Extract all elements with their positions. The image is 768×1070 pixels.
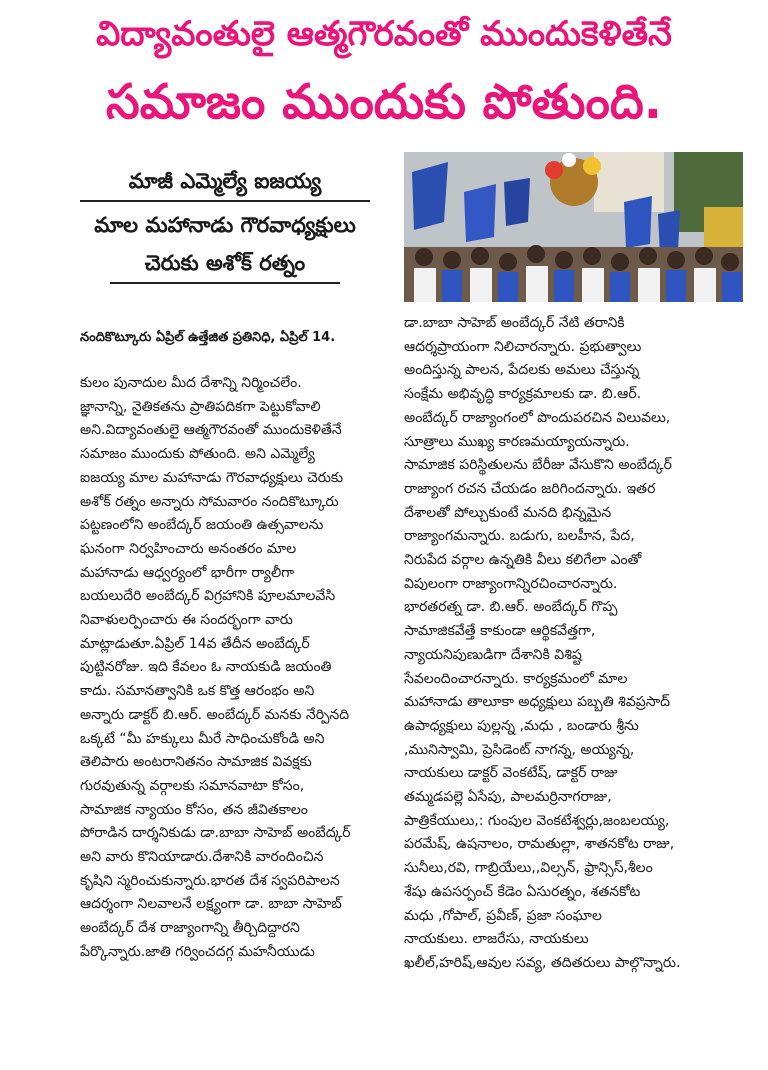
article-line: సామాజిక న్యాయం కోసం, తన జీవితకాలం — [80, 801, 308, 818]
article-line: తమ్మడపల్లె ఏసేపు, పాలమర్రినాగరాజు, — [404, 789, 612, 806]
byline-rule — [80, 200, 370, 202]
dateline: నందికొట్కూరు ఏప్రిల్ ఉత్తేజిత ప్రతినిధి, ఏప్రిల్ 14. — [80, 330, 336, 345]
byline-line: మాల మహానాడు గౌరవాధ్యక్షులు — [94, 213, 356, 237]
article-line: మహానాడు తాలూకా అధ్యక్షులు పబ్బతి శివప్రసాద్ — [404, 694, 671, 711]
article-line: శేషు ఉపసర్పంచ్ కేడెం ఏసురత్నం, శతనకోట — [404, 883, 641, 900]
article-line: సమాజం ముందుకు పోతుంది. అని ఎమ్మెల్యే — [80, 446, 315, 463]
article-line: దేశాలతో పోల్చుకుంటే మనది భిన్నమైన — [404, 504, 612, 521]
headline-line-2: సమాజం ముందుకు పోతుంది. — [106, 74, 662, 130]
article-line: ఖలీల్,హరిష్,ఆవుల సవ్య, తదితరులు పాల్గొన్నారు. — [404, 954, 681, 971]
article-line: మాట్లాడుతూ.ఏప్రిల్ 14వ తేదీన అంబేద్కర్ — [80, 635, 310, 652]
article-line: పేర్కొన్నారు.జాతి గర్వించదగ్గ మహనీయుడు — [80, 943, 315, 960]
article-line: అంబేద్కర్ రాజ్యాంగంలో పొందుపరచిన విలువలు, — [404, 409, 671, 426]
article-line: కులం పునాదుల మీద దేశాన్ని నిర్మించలేం. — [80, 375, 302, 391]
article-line: అందిస్తున్న పాలన, పేదలకు అమలు చేస్తున్న — [404, 362, 640, 379]
article-left-column — [80, 372, 380, 965]
article-line: ఆదర్శంగా నిలవాలనే లక్ష్యంగా డా. బాబా సాహెబ్ — [80, 896, 342, 913]
article-line: ఉపాధ్యక్షులు పుల్లన్న ,మధు , బండారు శ్రీను — [404, 717, 639, 734]
article-line: ఒక్కటే “మీ హక్కులు మీరే సాధించుకోండి అని — [80, 730, 325, 747]
article-line: పోరాడిన దార్శనికుడు డా.బాబా సాహెబ్ అంబేద్కర్ — [80, 825, 351, 842]
article-line: విపులంగా రాజ్యాంగాన్నిరచించారన్నారు. — [404, 575, 618, 592]
article-line: అని వారు కొనియాడారు.దేశానికి వారందించిన — [80, 849, 324, 866]
article-line: సామాజిక పరిస్థితులను బేరీజు వేసుకొని అంబేద్కర్ — [404, 457, 672, 474]
article-line: పుట్టినరోజు. ఇది కేవలం ఓ నాయకుడి జయంతి — [80, 659, 332, 676]
byline-line: చెరుకు అశోక్ రత్నం — [144, 251, 306, 275]
article-right-column — [404, 312, 744, 976]
headline-line-1: విద్యావంతులై ఆత్మగౌరవంతో ముందుకెళితేనే — [96, 14, 672, 54]
article-line: మహానాడు ఆధ్వర్యంలో భారీగా ర్యాలీగా — [80, 564, 295, 581]
article-line: సేవలందించారన్నారు. కార్యక్రమంలో మాల — [404, 670, 628, 687]
article-line: సంక్షేమ అభివృద్ధి కార్యక్రమాలకు డా. బి.ఆర్. — [404, 386, 642, 403]
article-line: ఐజయ్య మాల మహానాడు గౌరవాధ్యక్షులు చెరుకు — [80, 469, 344, 486]
article-line: రాజ్యాంగమన్నారు. బడుగు, బలహీన, పేద, — [404, 528, 635, 545]
article-line: అశోక్ రత్నం అన్నారు సోమవారం నందికొట్కూరు — [80, 493, 339, 510]
article-line: సూత్రాలు ముఖ్య కారణమయ్యాయన్నారు. — [404, 433, 630, 450]
article-line: నిరుపేద వర్గాల ఉన్నతికి వీలు కలిగేలా ఎంతో — [404, 552, 642, 569]
article-line: ఘనంగా నిర్వహించారు అనంతరం మాల — [80, 540, 297, 557]
article-line: రాజ్యాంగ రచన చేయడం జరిగిందన్నారు. ఇతర — [404, 480, 656, 497]
byline-box — [80, 162, 370, 284]
article-line: బయలుదేరి అంబేద్కర్ విగ్రహానికి పూలమాలవేసి — [80, 588, 336, 605]
article-line: నివాళులర్పించారు ఈ సందర్భంగా వారు — [80, 612, 293, 629]
article-line: పాత్రికేయులు,: గుంపుల వెంకటేశ్వర్లు,జంబలయ్య, — [404, 812, 670, 829]
article-line: న్యాయనిపుణుడిగా దేశానికి విశిష్ట — [404, 646, 582, 663]
article-line: సామాజికవేత్తే కాకుండా ఆర్థికవేత్తగా, — [404, 623, 596, 640]
article-line: నాయకులు డాక్టర్ వెంకటేష్, డాక్టర్ రాజు — [404, 765, 618, 782]
article-line: కాదు. సమానత్వానికి ఒక కొత్త ఆరంభం అని — [80, 683, 315, 700]
article-line: పట్టణంలోని అంబేద్కర్ జయంతి ఉత్సవాలను — [80, 517, 324, 534]
byline-line: మాజీ ఎమ్మెల్యే ఐజయ్య — [128, 169, 322, 193]
article-line: తెలిపారు అంటరానితనం సామాజిక వివక్షకు — [80, 754, 312, 771]
rally-photo — [404, 152, 743, 302]
article-line: అంబేద్కర్ దేశ రాజ్యాంగాన్ని తీర్చిదిద్దారని — [80, 920, 300, 937]
article-line: నాయకులు. లాజరేసు, నాయకులు — [404, 931, 589, 948]
article-line: మధు ,గోపాల్, ప్రవీణ్, ప్రజా సంఘాల — [404, 907, 602, 924]
article-line: భారతరత్న డా. బి.ఆర్. అంబేద్కర్ గొప్ప — [404, 599, 618, 616]
article-line: ఆదర్శప్రాయంగా నిలిచారన్నారు. ప్రభుత్వాలు — [404, 338, 642, 355]
article-line: ,మునిస్వామి, ప్రెసిడెంట్ నాగన్న, అయ్యన్న, — [404, 741, 635, 758]
article-line: జ్ఞానాన్ని, నైతికతను ప్రాతిపదికగా పెట్టుకోవాలి — [80, 398, 321, 415]
article-line: సునీలు,రవి, గాబ్రియేలు,,విల్సన్, ఫ్రాన్సిస్,శీలం — [404, 860, 653, 877]
article-line: అన్నారు డాక్టర్ బి.ఆర్. అంబేద్కర్ మనకు నేర్పినది — [80, 706, 350, 723]
article-line: పరమేష్, ఉషనాలం, రామతుల్లా, శాతనకోట రాజు, — [404, 836, 675, 853]
byline-rule — [110, 282, 340, 284]
article-line: డా.బాబా సాహెబ్ అంబేద్కర్ నేటి తరానికి — [404, 315, 625, 331]
article-line: అని.విద్యావంతులై ఆత్మగౌరవంతో ముందుకెళితేనే — [80, 422, 342, 439]
rally-photo-illustration — [404, 152, 743, 302]
article-line: కృషిని స్మరించుకున్నారు.భారత దేశ స్వపరిపాలన — [80, 872, 340, 889]
article-line: గురవుతున్న వర్గాలకు సమానవాటా కోసం, — [80, 777, 305, 794]
